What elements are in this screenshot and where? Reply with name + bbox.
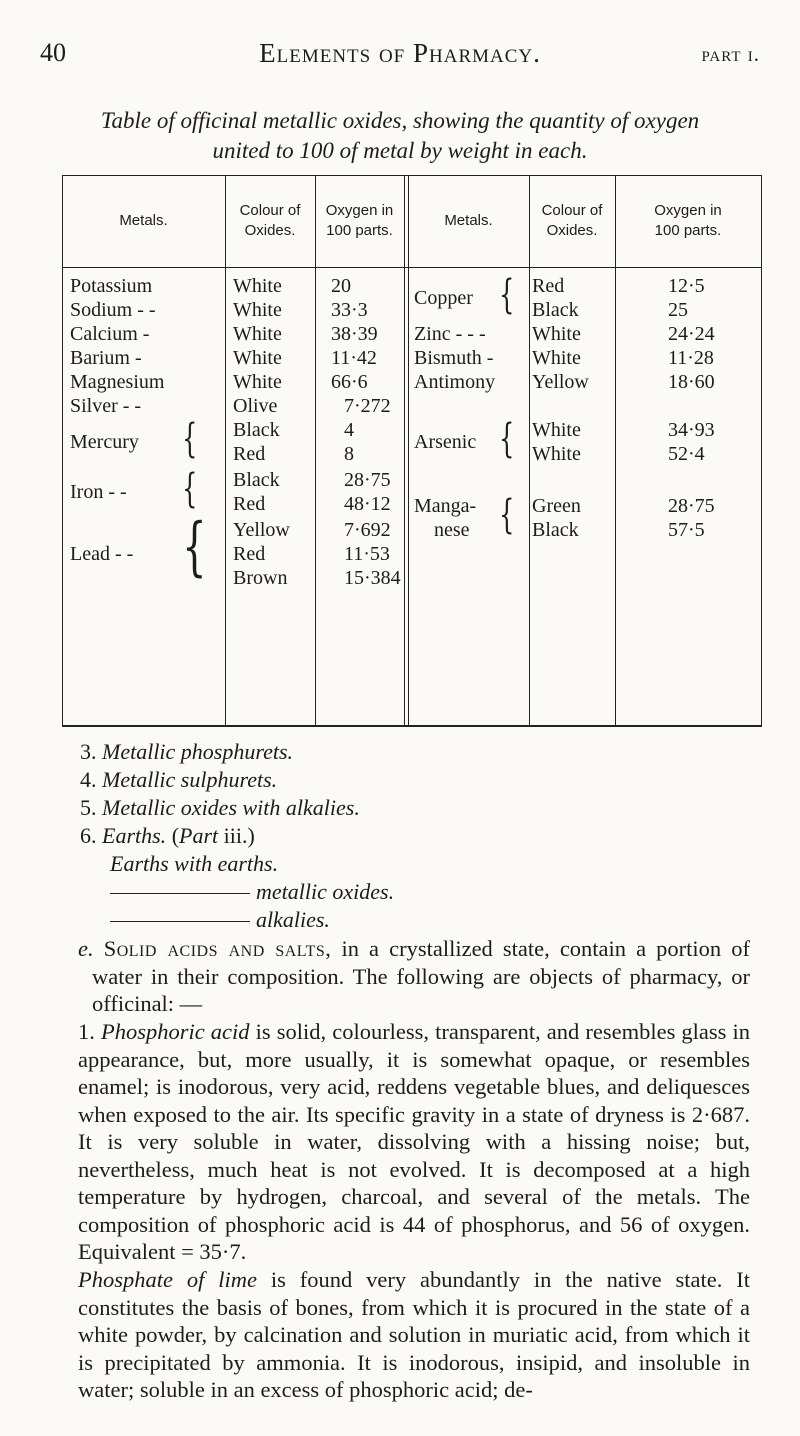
header-oxygen: Oxygen in 100 parts. bbox=[325, 202, 394, 239]
colour-cell: Black bbox=[233, 469, 280, 491]
colour-cell: White bbox=[532, 419, 581, 441]
colour-cell: Yellow bbox=[532, 371, 589, 393]
colour-cell: White bbox=[233, 275, 282, 297]
header-metals: Metals. bbox=[119, 212, 168, 229]
metal-cell: Iron - - bbox=[70, 481, 127, 503]
brace-icon: { bbox=[182, 510, 207, 584]
colour-cell: Green bbox=[532, 495, 581, 517]
oxygen-cell: 8 bbox=[344, 443, 354, 465]
oxygen-cell: 7·692 bbox=[344, 519, 391, 541]
metal-cell: Barium - bbox=[70, 347, 142, 369]
list-item: 5. Metallic oxides with alkalies. bbox=[80, 795, 360, 820]
header-colour: Colour of Oxides. bbox=[239, 202, 301, 239]
col-rule bbox=[225, 175, 226, 726]
metal-cell: Lead - - bbox=[70, 543, 134, 565]
col-rule bbox=[404, 175, 405, 726]
brace-icon: { bbox=[499, 492, 515, 538]
colour-cell: Red bbox=[233, 443, 266, 465]
oxygen-cell: 24·24 bbox=[668, 323, 715, 345]
oxygen-cell: 4 bbox=[344, 419, 354, 441]
oxygen-cell: 48·12 bbox=[344, 493, 391, 515]
oxygen-cell: 57·5 bbox=[668, 519, 705, 541]
metal-cell: Mercury bbox=[70, 431, 139, 453]
phosphoric-acid-paragraph: 1. Phosphoric acid is solid, colourless, transparent, and resembles glass in appearance, but, more usually, it is somewhat opaque, or resembles enamel; is inodorous, very acid, reddens vegetable blues, and deliquesces when exposed to the air. Its specific gravity in a state of dryness is 2·687. It is very soluble in water, dissolving with a hissing noise; but, nevertheless, much heat is not evolved. It is decomposed at a high temperature by hydrogen, charcoal, and several of the metals. The composition of phosphoric acid is 44 of phosphorus, and 56 of oxygen. Equivalent = 35·7. bbox=[78, 1019, 751, 1264]
oxygen-cell: 11·28 bbox=[668, 347, 714, 369]
colour-cell: White bbox=[233, 371, 282, 393]
colour-cell: White bbox=[233, 347, 282, 369]
oxygen-cell: 15·384 bbox=[344, 567, 401, 589]
colour-cell: Red bbox=[233, 543, 266, 565]
metal-cell: Silver - - bbox=[70, 395, 142, 417]
list-item: 6. Earths. (Part iii.) bbox=[80, 823, 255, 848]
page-header bbox=[40, 38, 760, 78]
col-rule bbox=[529, 175, 530, 726]
col-rule bbox=[761, 175, 762, 726]
section-e-paragraph: e. Solid acids and salts, in a crystallized state, contain a portion of water in their composition. The following are objects of pharmacy, or officinal: — bbox=[78, 936, 751, 1016]
oxygen-cell: 38·39 bbox=[331, 323, 378, 345]
brace-icon: { bbox=[499, 416, 515, 462]
header-oxygen: Oxygen in 100 parts. bbox=[654, 202, 722, 239]
oxygen-cell: 34·93 bbox=[668, 419, 715, 441]
oxygen-cell: 11·42 bbox=[331, 347, 377, 369]
header-rule bbox=[62, 267, 762, 268]
col-rule bbox=[408, 175, 409, 726]
colour-cell: Red bbox=[532, 275, 565, 297]
oxide-table bbox=[62, 175, 762, 726]
list-item: 4. Metallic sulphurets. bbox=[80, 767, 278, 792]
colour-cell: White bbox=[532, 443, 581, 465]
colour-cell: Olive bbox=[233, 395, 278, 417]
colour-cell: Black bbox=[233, 419, 280, 441]
oxygen-cell: 28·75 bbox=[344, 469, 391, 491]
colour-cell: White bbox=[233, 323, 282, 345]
metal-cell: Copper bbox=[414, 287, 473, 309]
metal-cell: Manga- bbox=[414, 495, 477, 517]
oxygen-cell: 20 bbox=[331, 275, 351, 297]
header-metals: Metals. bbox=[444, 212, 493, 229]
metal-cell: Magnesium bbox=[70, 371, 165, 393]
colour-cell: Red bbox=[233, 493, 266, 515]
brace-icon: { bbox=[182, 416, 198, 462]
running-head: Elements of Pharmacy. bbox=[259, 38, 541, 68]
table-top-rule bbox=[62, 175, 762, 176]
metal-cell: Antimony bbox=[414, 371, 496, 393]
oxygen-cell: 7·272 bbox=[344, 395, 391, 417]
phosphate-of-lime-paragraph: Phosphate of lime is found very abundantly in the native state. It constitutes the basis of bones, from which it is procured in the state of a white powder, by calcination and solution in muriatic acid, from which it is precipitated by ammonia. It is inodorous, insipid, and insoluble in water; soluble in an excess of phosphoric acid; de- bbox=[78, 1267, 750, 1402]
metal-cell: Zinc - - - bbox=[414, 323, 486, 345]
colour-cell: White bbox=[532, 323, 581, 345]
oxygen-cell: 52·4 bbox=[668, 443, 705, 465]
col-rule bbox=[315, 175, 316, 726]
metal-cell: Sodium - - bbox=[70, 299, 156, 321]
metal-cell: Calcium - bbox=[70, 323, 150, 345]
colour-cell: White bbox=[532, 347, 581, 369]
colour-cell: Black bbox=[532, 299, 579, 321]
col-rule bbox=[615, 175, 616, 726]
oxygen-cell: 25 bbox=[668, 299, 688, 321]
page-number: 40 bbox=[40, 38, 66, 67]
colour-cell: Black bbox=[532, 519, 579, 541]
oxygen-cell: 11·53 bbox=[344, 543, 390, 565]
metal-cell: Potassium bbox=[70, 275, 153, 297]
colour-cell: Yellow bbox=[233, 519, 290, 541]
table-bottom-rule bbox=[62, 725, 762, 727]
metal-cell: Arsenic bbox=[414, 431, 477, 453]
caption-line-1: Table of officinal metallic oxides, showing the quantity of oxygen bbox=[100, 108, 700, 133]
oxygen-cell: 66·6 bbox=[331, 371, 368, 393]
colour-cell: White bbox=[233, 299, 282, 321]
table-caption bbox=[60, 106, 740, 166]
header-colour: Colour of Oxides. bbox=[541, 202, 603, 239]
oxygen-cell: 28·75 bbox=[668, 495, 715, 517]
oxygen-cell: 18·60 bbox=[668, 371, 715, 393]
metal-cell: nese bbox=[434, 519, 470, 541]
list-item: Earths with earths. bbox=[110, 851, 279, 876]
list-item: metallic oxides. bbox=[110, 878, 394, 906]
oxygen-cell: 12·5 bbox=[668, 275, 705, 297]
list-item: alkalies. bbox=[110, 906, 330, 934]
brace-icon: { bbox=[499, 272, 515, 318]
caption-line-2: united to 100 of metal by weight in each. bbox=[212, 138, 588, 163]
list-item: 3. Metallic phosphurets. bbox=[80, 739, 294, 764]
oxygen-cell: 33·3 bbox=[331, 299, 368, 321]
part-label: part i. bbox=[701, 42, 760, 66]
colour-cell: Brown bbox=[233, 567, 288, 589]
metal-cell: Bismuth - bbox=[414, 347, 494, 369]
col-rule bbox=[62, 175, 63, 726]
brace-icon: { bbox=[182, 466, 198, 512]
